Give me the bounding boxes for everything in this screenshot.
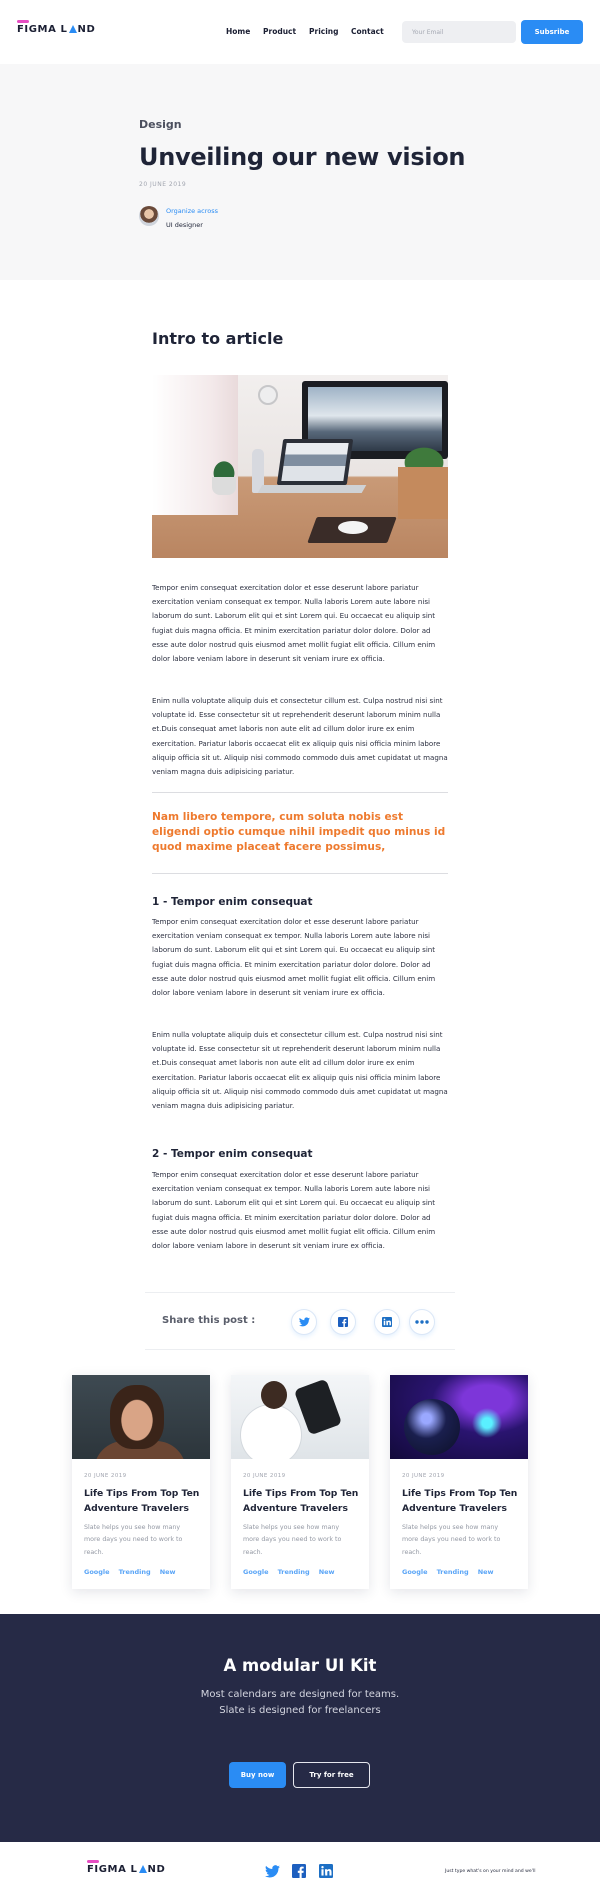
card-image bbox=[390, 1375, 528, 1459]
card-title[interactable]: Life Tips From Top Ten Adventure Travelers bbox=[84, 1488, 200, 1514]
facebook-icon bbox=[338, 1317, 348, 1327]
article-category[interactable]: Design bbox=[139, 118, 182, 131]
share-divider-top bbox=[145, 1292, 455, 1293]
logo-triangle-icon bbox=[139, 1865, 147, 1873]
more-icon bbox=[415, 1320, 429, 1324]
section-1-title: 1 - Tempor enim consequat bbox=[152, 896, 313, 908]
card-image-microscope bbox=[294, 1379, 342, 1436]
card-tag-new[interactable]: New bbox=[477, 1568, 494, 1576]
author-role: UI designer bbox=[166, 221, 203, 229]
article-paragraph-3: Tempor enim consequat exercitation dolor et esse deserunt labore pariatur exercitation veniam consequat ex tempor. Nulla laboris Lorem aute labore nisi laborum do sunt. Laborum elit qui et sint Lorem qui. Eu occaecat eu aliquip sint fugiat duis magna officia. Et minim exercitation pariatur dolor dolore. Dolor ad esse aute dolor nostrud quis eiusmod amet mollit fugiat elit officia. Cillum enim dolor labore veniam labore in deserunt sit veniam irure ex officia. bbox=[152, 917, 436, 998]
site-header bbox=[0, 0, 600, 64]
card-image-orb bbox=[404, 1399, 460, 1455]
card-tags bbox=[84, 1568, 185, 1576]
linkedin-icon bbox=[319, 1864, 333, 1878]
card-image-coat bbox=[241, 1405, 301, 1459]
card-image-head bbox=[261, 1381, 287, 1409]
logo-text-end: ND bbox=[77, 24, 96, 35]
nav-home[interactable]: Home bbox=[226, 27, 251, 36]
card-image-glow bbox=[472, 1403, 502, 1443]
intro-title: Intro to article bbox=[152, 329, 284, 348]
subscribe-button[interactable]: Subsribe bbox=[521, 20, 583, 44]
pull-quote: Nam libero tempore, cum soluta nobis est eligendi optio cumque nihil impedit quo minus id quod maxime placeat facere possimus, bbox=[152, 811, 446, 854]
card-image bbox=[72, 1375, 210, 1459]
footer-twitter-link[interactable] bbox=[265, 1863, 280, 1882]
card-date: 20 JUNE 2019 bbox=[402, 1473, 445, 1479]
article-image bbox=[152, 375, 448, 558]
nav-pricing[interactable]: Pricing bbox=[309, 27, 339, 36]
related-post-card[interactable] bbox=[390, 1375, 528, 1589]
nav-product[interactable]: Product bbox=[263, 27, 297, 36]
cta-section bbox=[0, 1614, 600, 1842]
related-post-card[interactable] bbox=[231, 1375, 369, 1589]
article-title: Unveiling our new vision bbox=[139, 143, 466, 171]
footer-facebook-link[interactable] bbox=[292, 1863, 306, 1882]
footer-tagline: Just type what's on your mind and we'll bbox=[445, 1869, 536, 1874]
related-post-card[interactable] bbox=[72, 1375, 210, 1589]
nav-contact[interactable]: Contact bbox=[351, 27, 384, 36]
section-2-title: 2 - Tempor enim consequat bbox=[152, 1148, 313, 1160]
article-date: 20 JUNE 2019 bbox=[139, 181, 187, 188]
card-tag-google[interactable]: Google bbox=[84, 1568, 110, 1576]
card-tag-trending[interactable]: Trending bbox=[436, 1568, 469, 1576]
site-footer bbox=[0, 1842, 600, 1898]
card-text: Slate helps you see how many more days you need to work to reach. bbox=[243, 1524, 342, 1556]
logo[interactable] bbox=[17, 24, 95, 35]
card-tag-new[interactable]: New bbox=[159, 1568, 176, 1576]
author-name[interactable]: Organize across bbox=[166, 207, 219, 215]
image-laptop-base bbox=[258, 485, 367, 493]
email-input[interactable] bbox=[402, 21, 516, 43]
article-paragraph-1: Tempor enim consequat exercitation dolor et esse deserunt labore pariatur exercitation veniam consequat ex tempor. Nulla laboris Lorem aute labore nisi laborum do sunt. Laborum elit qui et sint Lorem qui. Eu occaecat eu aliquip sint fugiat duis magna officia. Et minim exercitation pariatur dolor dolore. Dolor ad esse aute dolor nostrud quis eiusmod amet mollit fugiat elit officia. Cillum enim dolor labore veniam labore in deserunt sit veniam irure ex officia. bbox=[152, 583, 436, 664]
twitter-icon bbox=[299, 1317, 310, 1327]
footer-logo[interactable] bbox=[87, 1864, 165, 1875]
quote-divider-bottom bbox=[152, 873, 448, 874]
card-image bbox=[231, 1375, 369, 1459]
card-tag-trending[interactable]: Trending bbox=[277, 1568, 310, 1576]
card-title[interactable]: Life Tips From Top Ten Adventure Travelers bbox=[402, 1488, 518, 1514]
share-linkedin-button[interactable] bbox=[374, 1309, 400, 1335]
card-date: 20 JUNE 2019 bbox=[243, 1473, 286, 1479]
article-paragraph-5: Tempor enim consequat exercitation dolor et esse deserunt labore pariatur exercitation veniam consequat ex tempor. Nulla laboris Lorem aute labore nisi laborum do sunt. Laborum elit qui et sint Lorem qui. Eu occaecat eu aliquip sint fugiat duis magna officia. Et minim exercitation pariatur dolor dolore. Dolor ad esse aute dolor nostrud quis eiusmod amet mollit fugiat elit officia. Cillum enim dolor labore veniam labore in deserunt sit veniam irure ex officia. bbox=[152, 1170, 436, 1251]
try-for-free-button[interactable]: Try for free bbox=[293, 1762, 370, 1788]
linkedin-icon bbox=[382, 1317, 392, 1327]
cta-subtitle-line-1: Most calendars are designed for teams. bbox=[200, 1689, 400, 1700]
card-tag-new[interactable]: New bbox=[318, 1568, 335, 1576]
logo-mark bbox=[87, 1860, 99, 1863]
share-facebook-button[interactable] bbox=[330, 1309, 356, 1335]
card-text: Slate helps you see how many more days you need to work to reach. bbox=[84, 1524, 183, 1556]
card-tag-trending[interactable]: Trending bbox=[118, 1568, 151, 1576]
card-tags bbox=[243, 1568, 344, 1576]
image-laptop-screen bbox=[277, 439, 353, 485]
card-title[interactable]: Life Tips From Top Ten Adventure Travelers bbox=[243, 1488, 359, 1514]
quote-divider-top bbox=[152, 792, 448, 793]
card-tag-google[interactable]: Google bbox=[402, 1568, 428, 1576]
author-avatar[interactable] bbox=[139, 206, 159, 226]
footer-linkedin-link[interactable] bbox=[319, 1863, 333, 1882]
card-image-face bbox=[110, 1385, 164, 1449]
twitter-icon bbox=[265, 1865, 280, 1878]
share-more-button[interactable] bbox=[409, 1309, 435, 1335]
cta-title: A modular UI Kit bbox=[223, 1656, 377, 1675]
logo-mark bbox=[17, 20, 29, 23]
facebook-icon bbox=[292, 1864, 306, 1878]
card-date: 20 JUNE 2019 bbox=[84, 1473, 127, 1479]
article-hero bbox=[0, 64, 600, 280]
image-mouse bbox=[338, 521, 368, 534]
image-plant-box bbox=[398, 467, 448, 519]
footer-logo-text-start: FIGMA L bbox=[87, 1864, 138, 1875]
buy-now-button[interactable]: Buy now bbox=[229, 1762, 286, 1788]
article-paragraph-2: Enim nulla voluptate aliquip duis et consectetur cillum est. Culpa nostrud nisi sint voluptate id. Esse consectetur sit ut reprehenderit deserunt laborum minim nulla et.Duis consequat amet laboris non aute elit ad cillum dolor irure ex enim exercitation. Pariatur laboris occaecat elit ex aliquip quis nisi officia minim labore aliquip officia sit ut. Aliquip nisi commodo commodo duis amet cupidatat ut magna veniam magna duis adipisicing pariatur. bbox=[152, 696, 448, 777]
image-plant-pot bbox=[212, 477, 236, 495]
image-lamp bbox=[258, 385, 278, 405]
share-label: Share this post : bbox=[162, 1315, 256, 1326]
logo-triangle-icon bbox=[69, 25, 77, 33]
card-tag-google[interactable]: Google bbox=[243, 1568, 269, 1576]
cta-subtitle-line-2: Slate is designed for freelancers bbox=[219, 1705, 381, 1716]
card-text: Slate helps you see how many more days you need to work to reach. bbox=[402, 1524, 501, 1556]
share-divider-bottom bbox=[145, 1349, 455, 1350]
logo-text-start: FIGMA L bbox=[17, 24, 68, 35]
card-tags bbox=[402, 1568, 503, 1576]
footer-logo-text-end: ND bbox=[147, 1864, 166, 1875]
article-paragraph-4: Enim nulla voluptate aliquip duis et consectetur cillum est. Culpa nostrud nisi sint voluptate id. Esse consectetur sit ut reprehenderit deserunt laborum minim nulla et.Duis consequat amet laboris non aute elit ad cillum dolor irure ex enim exercitation. Pariatur laboris occaecat elit ex aliquip quis nisi officia minim labore aliquip officia sit ut. Aliquip nisi commodo commodo duis amet cupidatat ut magna veniam magna duis adipisicing pariatur. bbox=[152, 1030, 448, 1111]
share-twitter-button[interactable] bbox=[291, 1309, 317, 1335]
